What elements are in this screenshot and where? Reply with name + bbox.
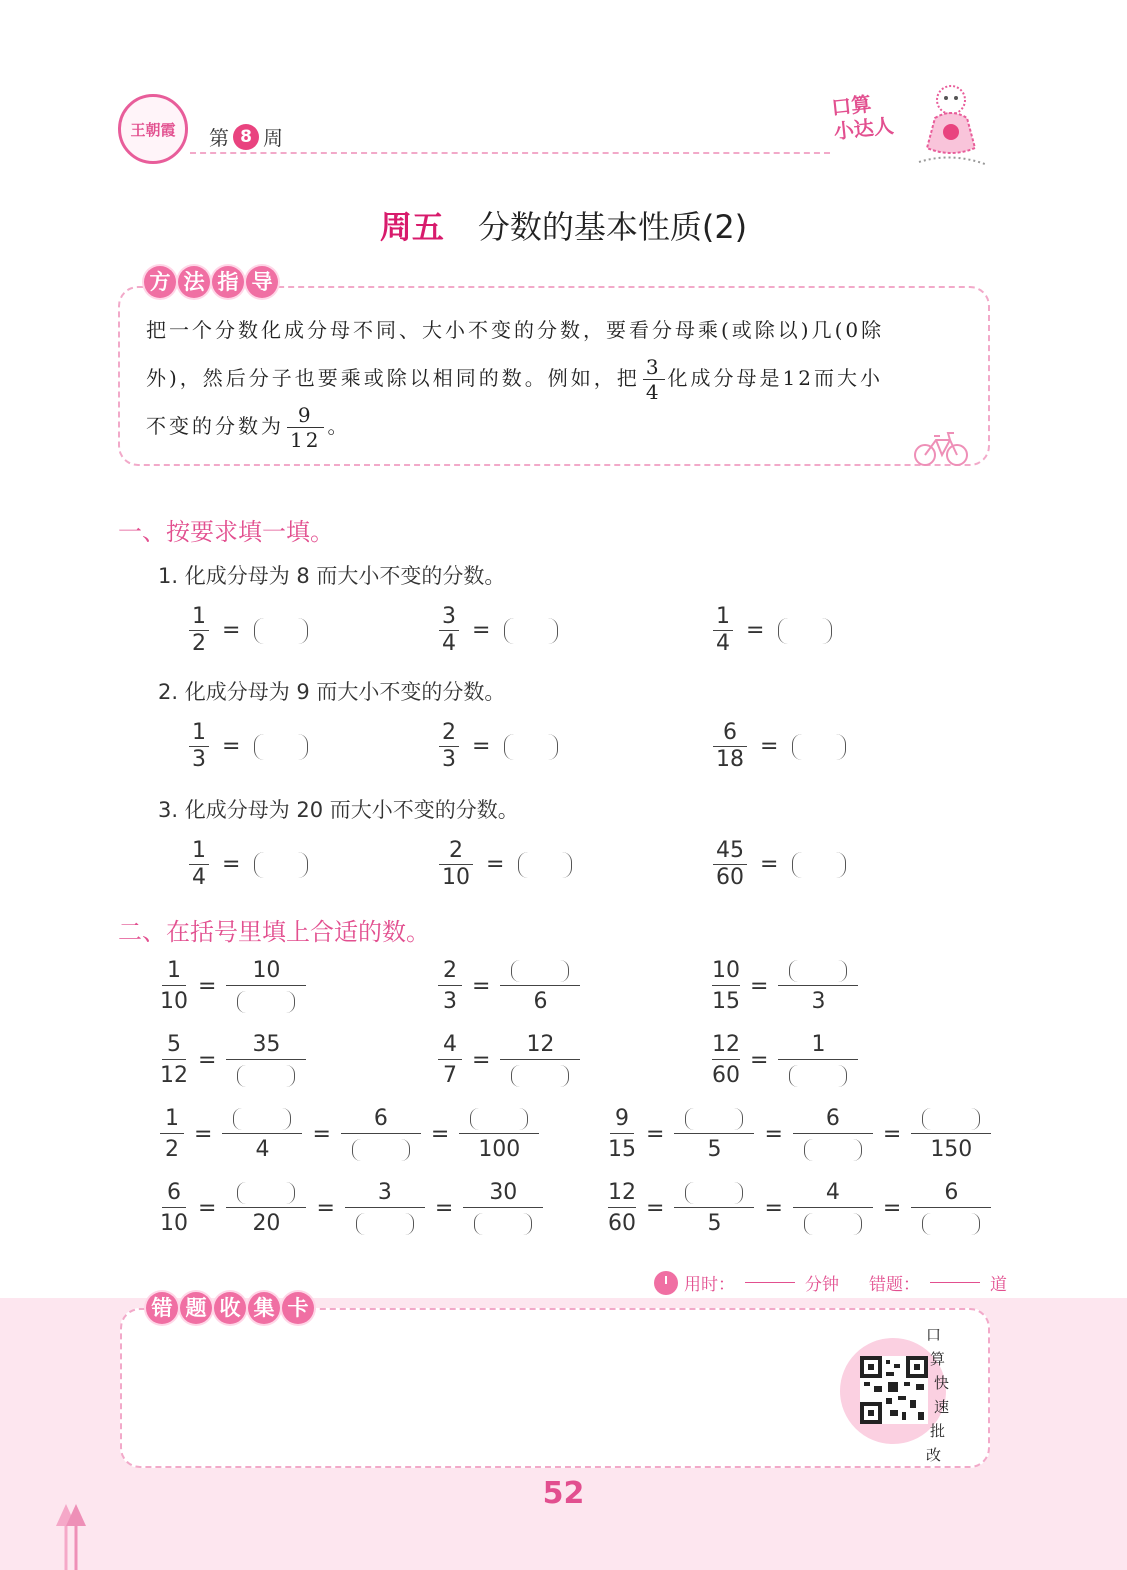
qr-caption-char: 快 [934, 1374, 950, 1392]
badge-char: 法 [178, 266, 210, 298]
numerator: 45 [713, 840, 747, 865]
equals-sign: = [198, 974, 217, 999]
denominator: 4 [255, 1137, 270, 1162]
answer-blank[interactable] [254, 618, 308, 644]
question-2-label: 2. 化成分母为 9 而大小不变的分数。 [158, 680, 506, 704]
qr-code-icon[interactable] [860, 1356, 928, 1424]
equals-sign: = [316, 1196, 335, 1221]
answer-blank[interactable] [518, 852, 572, 878]
badge-char: 导 [246, 266, 278, 298]
qr-caption-char: 口 [926, 1326, 942, 1344]
brand-seal-logo [118, 94, 188, 164]
answer-blank[interactable] [474, 1213, 532, 1235]
section-2-heading: 二、在括号里填上合适的数。 [118, 918, 430, 946]
method-guide-badge [144, 266, 278, 298]
title-topic: 分数的基本性质(2) [477, 208, 748, 246]
pair-4 [160, 1032, 306, 1089]
numerator: 1 [713, 606, 733, 631]
question-3-label: 3. 化成分母为 20 而大小不变的分数。 [158, 798, 519, 822]
denominator: 10 [160, 989, 188, 1014]
example-denominator: 4 [645, 380, 662, 404]
badge-char: 方 [144, 266, 176, 298]
numerator: 6 [713, 722, 747, 747]
pair-2 [438, 958, 580, 1015]
q1-item-1 [186, 606, 308, 655]
denominator: 2 [165, 1137, 179, 1162]
equals-sign: = [222, 852, 241, 877]
denominator: 150 [930, 1137, 973, 1162]
equals-sign: = [434, 1196, 454, 1221]
q3-item-2 [436, 840, 572, 889]
denominator: 7 [443, 1063, 457, 1088]
answer-blank[interactable] [685, 1182, 743, 1204]
method-line-2b: 化成分母是12而大小 [667, 366, 883, 390]
numerator: 2 [439, 840, 473, 865]
method-line-3 [146, 402, 966, 450]
numerator: 1 [160, 1106, 184, 1134]
denominator: 3 [192, 747, 206, 772]
equals-sign: = [198, 1048, 217, 1073]
time-blank[interactable] [745, 1282, 795, 1283]
result-fraction [287, 405, 324, 450]
badge-char: 指 [212, 266, 244, 298]
equals-sign: = [646, 1196, 665, 1221]
equals-sign: = [882, 1122, 902, 1147]
numerator: 12 [608, 1180, 636, 1208]
method-line-2 [146, 354, 966, 402]
numerator: 6 [911, 1180, 991, 1208]
equals-sign: = [746, 618, 765, 643]
badge-char: 集 [248, 1292, 280, 1324]
denominator: 18 [716, 747, 744, 772]
answer-blank[interactable] [237, 1182, 295, 1204]
numerator: 4 [438, 1032, 462, 1060]
equals-sign: = [750, 1048, 769, 1073]
q2-item-2 [436, 722, 558, 771]
numerator: 6 [793, 1106, 873, 1134]
answer-blank[interactable] [789, 1065, 847, 1087]
chain-2 [608, 1106, 991, 1163]
denominator: 4 [716, 631, 730, 656]
equals-sign: = [472, 734, 491, 759]
answer-blank[interactable] [237, 1065, 295, 1087]
arrow-up-icon [52, 1500, 92, 1570]
equals-sign: = [760, 852, 779, 877]
answer-blank[interactable] [511, 1065, 569, 1087]
equals-sign: = [312, 1122, 331, 1147]
denominator: 10 [442, 865, 470, 890]
denominator: 6 [533, 989, 548, 1014]
equals-sign: = [760, 734, 779, 759]
denominator: 10 [160, 1211, 188, 1236]
answer-blank[interactable] [792, 852, 846, 878]
numerator: 6 [162, 1180, 186, 1208]
week-number-badge: 8 [233, 124, 259, 150]
answer-blank[interactable] [922, 1213, 980, 1235]
qr-caption-char: 速 [934, 1398, 950, 1416]
denominator: 3 [443, 989, 457, 1014]
bicycle-icon [912, 428, 970, 468]
equals-sign: = [764, 1196, 783, 1221]
time-tracker [654, 1270, 1007, 1295]
answer-blank[interactable] [789, 960, 847, 982]
qr-caption-char: 改 [926, 1446, 942, 1464]
denominator: 3 [442, 747, 456, 772]
badge-char: 错 [146, 1292, 178, 1324]
method-line-3b: 。 [327, 414, 351, 438]
pair-3 [712, 958, 858, 1015]
week-label [209, 122, 283, 151]
result-numerator: 9 [287, 405, 324, 428]
page-number: 52 [542, 1476, 585, 1511]
mistake-card-badge [146, 1292, 314, 1324]
denominator: 15 [712, 989, 740, 1014]
numerator: 10 [712, 958, 740, 986]
denominator: 5 [707, 1137, 722, 1162]
chain-1 [160, 1106, 539, 1163]
qr-caption-char: 批 [930, 1422, 946, 1440]
denominator: 4 [442, 631, 456, 656]
answer-blank[interactable] [804, 1139, 862, 1161]
q1-item-3 [710, 606, 832, 655]
answer-blank[interactable] [504, 734, 558, 760]
denominator: 2 [192, 631, 206, 656]
answer-blank[interactable] [254, 734, 308, 760]
brand-logo [830, 89, 906, 154]
numerator: 2 [438, 958, 462, 986]
equals-sign: = [472, 1048, 491, 1073]
numerator: 2 [439, 722, 459, 747]
denominator: 5 [707, 1211, 722, 1236]
brand-logo-line1: 口算 [830, 91, 873, 120]
qr-caption-char: 算 [930, 1350, 946, 1368]
numerator: 35 [226, 1032, 306, 1060]
denominator: 20 [252, 1211, 281, 1236]
answer-blank[interactable] [233, 1108, 291, 1130]
errors-blank[interactable] [930, 1282, 980, 1283]
numerator: 1 [189, 840, 209, 865]
numerator: 30 [463, 1180, 543, 1208]
answer-blank[interactable] [470, 1108, 528, 1130]
denominator: 3 [811, 989, 826, 1014]
numerator: 1 [162, 958, 186, 986]
badge-char: 收 [214, 1292, 246, 1324]
equals-sign: = [764, 1122, 783, 1147]
title-day: 周五 [379, 208, 444, 246]
equals-sign: = [750, 974, 769, 999]
question-1-label: 1. 化成分母为 8 而大小不变的分数。 [158, 564, 506, 588]
mascot-illustration [905, 78, 997, 170]
badge-char: 卡 [282, 1292, 314, 1324]
denominator: 100 [478, 1137, 521, 1162]
answer-blank[interactable] [356, 1213, 414, 1235]
numerator: 1 [189, 722, 209, 747]
qr-caption [926, 1324, 966, 1468]
equals-sign: = [882, 1196, 902, 1221]
numerator: 5 [162, 1032, 186, 1060]
time-label: 用时： [684, 1275, 735, 1295]
numerator: 9 [610, 1106, 634, 1134]
brand-logo-line2: 小达人 [832, 113, 895, 144]
equals-sign: = [646, 1122, 665, 1147]
equals-sign: = [430, 1122, 450, 1147]
denominator: 60 [716, 865, 744, 890]
denominator: 4 [192, 865, 206, 890]
q2-item-1 [186, 722, 308, 771]
chain-4 [608, 1180, 991, 1237]
equals-sign: = [198, 1196, 217, 1221]
time-unit: 分钟 [805, 1275, 839, 1295]
equals-sign: = [222, 734, 241, 759]
chain-3 [160, 1180, 543, 1237]
equals-sign: = [472, 618, 491, 643]
numerator: 4 [793, 1180, 873, 1208]
numerator: 12 [712, 1032, 740, 1060]
answer-blank[interactable] [792, 734, 846, 760]
numerator: 12 [500, 1032, 580, 1060]
q1-item-2 [436, 606, 558, 655]
method-line-2a: 外)，然后分子也要乘或除以相同的数。例如，把 [146, 366, 640, 390]
errors-unit: 道 [990, 1275, 1007, 1295]
answer-blank[interactable] [511, 960, 569, 982]
denominator: 60 [712, 1063, 740, 1088]
stopwatch-icon [654, 1271, 678, 1295]
section-1-heading: 一、按要求填一填。 [118, 518, 334, 546]
errors-label: 错题： [869, 1275, 920, 1295]
answer-blank[interactable] [778, 618, 832, 644]
denominator: 12 [160, 1063, 188, 1088]
method-line-1: 把一个分数化成分母不同、大小不变的分数，要看分母乘(或除以)几(0除 [146, 318, 885, 342]
q3-item-1 [186, 840, 308, 889]
numerator: 6 [341, 1106, 421, 1134]
answer-blank[interactable] [237, 991, 295, 1013]
answer-blank[interactable] [254, 852, 308, 878]
numerator: 10 [226, 958, 306, 986]
equals-sign: = [486, 852, 505, 877]
answer-blank[interactable] [922, 1108, 980, 1130]
week-prefix: 第 [209, 126, 229, 150]
pair-1 [160, 958, 306, 1015]
numerator: 3 [439, 606, 459, 631]
pair-6 [712, 1032, 858, 1089]
answer-blank[interactable] [804, 1213, 862, 1235]
result-denominator: 12 [290, 428, 322, 452]
numerator: 1 [778, 1032, 858, 1060]
answer-blank[interactable] [685, 1108, 743, 1130]
equals-sign: = [222, 618, 241, 643]
denominator: 60 [608, 1211, 636, 1236]
numerator: 3 [345, 1180, 425, 1208]
equals-sign: = [472, 974, 491, 999]
pair-5 [438, 1032, 580, 1089]
header-divider [190, 152, 830, 154]
example-numerator: 3 [643, 357, 665, 380]
q2-item-3 [710, 722, 846, 771]
numerator: 1 [189, 606, 209, 631]
brand-seal-text: 王朝霞 [130, 120, 176, 139]
badge-char: 题 [180, 1292, 212, 1324]
week-suffix: 周 [263, 126, 283, 150]
method-line-3a: 不变的分数为 [146, 414, 284, 438]
q3-item-3 [710, 840, 846, 889]
answer-blank[interactable] [352, 1139, 410, 1161]
equals-sign: = [194, 1122, 213, 1147]
method-guide-text [146, 306, 966, 450]
page-title [0, 202, 1127, 248]
answer-blank[interactable] [504, 618, 558, 644]
denominator: 15 [608, 1137, 636, 1162]
example-fraction [643, 357, 665, 402]
